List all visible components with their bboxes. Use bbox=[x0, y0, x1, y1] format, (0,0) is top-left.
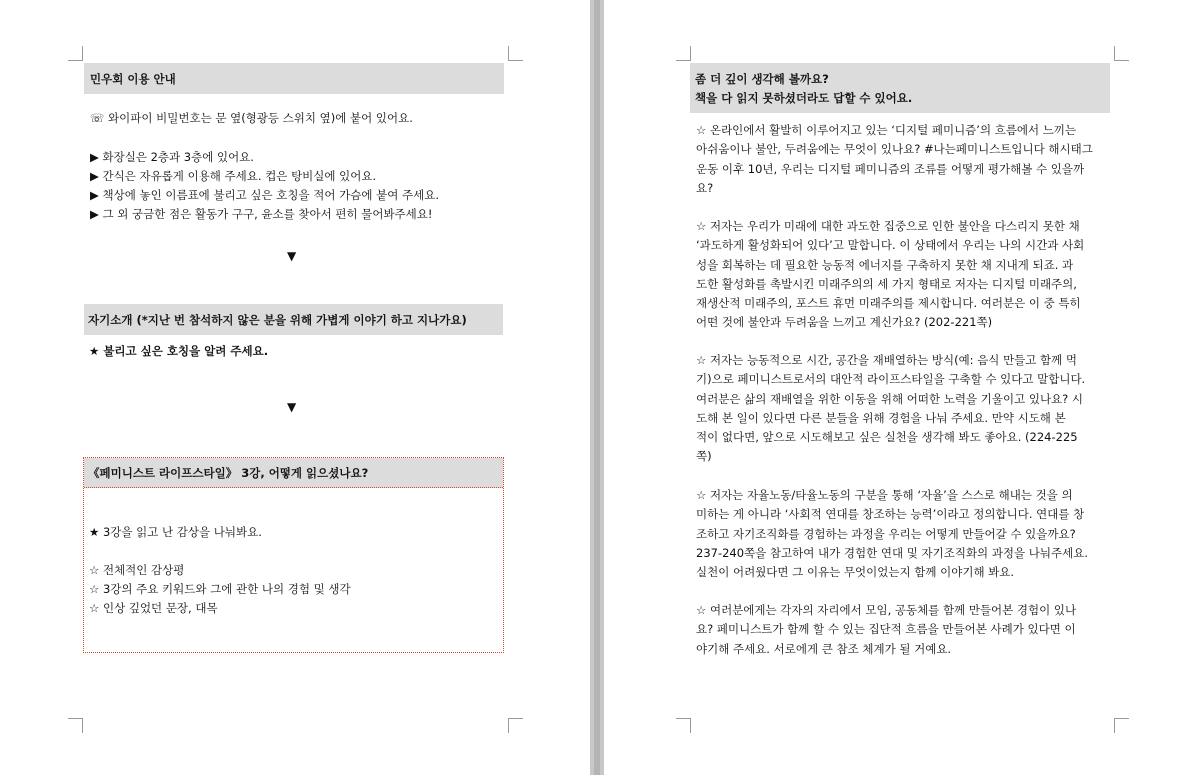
paragraph-line: 적이 없다면, 앞으로 시도해보고 싶은 실천을 생각해 봐도 좋아요. (224-225 bbox=[696, 430, 1078, 445]
paragraph-line: 237-240쪽을 참고하여 내가 경험한 연대 및 자기조직화의 과정을 나눠주세요. bbox=[696, 545, 1088, 560]
wifi-info: ☏ 와이파이 비밀번호는 문 옆(형광등 스위치 옆)에 붙어 있어요. bbox=[90, 111, 413, 125]
info-item: ▶ 책상에 놓인 이름표에 불리고 싶은 호칭을 적어 가슴에 붙여 주세요. bbox=[90, 188, 439, 202]
paragraph-line: 도해 본 일이 있다면 다른 분들을 위해 경험을 나눠 주세요. 만약 시도해 본 bbox=[696, 410, 1066, 425]
paragraph-line: ☆ 저자는 우리가 미래에 대한 과도한 집중으로 인한 불안을 다스리지 못한 채 bbox=[696, 219, 1080, 233]
question-paragraph bbox=[696, 121, 1093, 198]
paragraph-line: 재생산적 미래주의, 포스트 휴먼 미래주의를 제시합니다. 여러분은 이 중 특히 bbox=[696, 296, 1081, 311]
discussion-item: ☆ 인상 깊었던 문장, 대목 bbox=[89, 601, 218, 615]
paragraph-line: ☆ 저자는 능동적으로 시간, 공간을 재배열하는 방식(예: 음식 만들고 함께 먹 bbox=[696, 353, 1078, 367]
self-intro-prompt: ★ 불리고 싶은 호칭을 알려 주세요. bbox=[89, 344, 269, 358]
paragraph-line: ☆ 온라인에서 활발히 이루어지고 있는 ‘디지털 페미니즘’의 흐름에서 느끼는 bbox=[696, 123, 1077, 137]
info-item: ▶ 그 외 궁금한 점은 활동가 구구, 윤소를 찾아서 편히 물어봐주세요! bbox=[90, 207, 433, 221]
page-corner-mark bbox=[676, 46, 691, 61]
paragraph-line: 요? 페미니스트가 함께 할 수 있는 집단적 흐름을 만들어본 사례가 있다면 이 bbox=[696, 622, 1076, 637]
paragraph-line: 기)으로 페미니스트로서의 대안적 라이프스타일을 구축할 수 있다고 말합니다. bbox=[696, 372, 1086, 387]
page-gutter bbox=[590, 0, 604, 775]
info-item: ▶ 간식은 자유롭게 이용해 주세요. 컵은 탕비실에 있어요. bbox=[90, 169, 377, 183]
section-title-self-intro: 자기소개 (*지난 번 참석하지 않은 분을 위해 가볍게 이야기 하고 지나가요) bbox=[84, 304, 503, 335]
paragraph-line: ‘과도하게 활성화되어 있다’고 말합니다. 이 상태에서 우리는 나의 시간과 사회 bbox=[696, 238, 1085, 253]
deep-thinking-header bbox=[690, 63, 1110, 113]
paragraph-line: 요? bbox=[696, 180, 714, 195]
paragraph-line: 성을 회복하는 데 필요한 능동적 에너지를 구축하지 못한 채 지내게 되죠. 과 bbox=[696, 257, 1074, 272]
down-arrow-icon: ▼ bbox=[287, 400, 297, 414]
header-line: 책을 다 읽지 못하셨더라도 답할 수 있어요. bbox=[695, 91, 913, 105]
document-page-left bbox=[0, 0, 590, 775]
page-corner-mark bbox=[676, 718, 691, 733]
chapter3-prompt: ★ 3강을 읽고 난 감상을 나눠봐요. bbox=[89, 525, 262, 539]
page-corner-mark bbox=[508, 718, 523, 733]
paragraph-line: 야기해 주세요. 서로에게 큰 참조 체계가 될 거예요. bbox=[696, 641, 952, 656]
question-paragraph bbox=[696, 601, 1076, 659]
question-paragraph bbox=[696, 351, 1085, 467]
page-gutter-shadow bbox=[594, 0, 600, 775]
page-corner-mark bbox=[1114, 718, 1129, 733]
paragraph-line: 도한 활성화를 촉발시킨 미래주의의 세 가지 형태로 저자는 디지털 미래주의, bbox=[696, 276, 1077, 291]
discussion-item: ☆ 전체적인 감상평 bbox=[89, 563, 185, 577]
paragraph-line: 운동 이후 10년, 우리는 디지털 페미니즘의 조류를 어떻게 평가해볼 수 있을까 bbox=[696, 161, 1085, 176]
header-line: 좀 더 깊이 생각해 볼까요? bbox=[695, 72, 829, 86]
section-title-chapter3: 《페미니스트 라이프스타일》 3강, 어떻게 읽으셨나요? bbox=[84, 458, 503, 488]
question-paragraph bbox=[696, 217, 1084, 333]
section-title-usage-guide: 민우회 이용 안내 bbox=[84, 63, 504, 94]
question-paragraph bbox=[696, 486, 1088, 582]
paragraph-line: 쪽) bbox=[696, 449, 712, 464]
paragraph-line: ☆ 저자는 자율노동/타율노동의 구분을 통해 ‘자율’을 스스로 해내는 것을 의 bbox=[696, 488, 1073, 502]
page-corner-mark bbox=[68, 46, 83, 61]
paragraph-line: 여러분은 삶의 재배열을 위한 이동을 위해 어떠한 노력을 기울이고 있나요? 시 bbox=[696, 391, 1084, 406]
paragraph-line: 실천이 어려웠다면 그 이유는 무엇이었는지 함께 이야기해 봐요. bbox=[696, 565, 1015, 580]
page-corner-mark bbox=[508, 46, 523, 61]
page-corner-mark bbox=[1114, 46, 1129, 61]
paragraph-line: 어떤 것에 불안과 두려움을 느끼고 계신가요? (202-221쪽) bbox=[696, 315, 993, 330]
paragraph-line: 미하는 게 아니라 ‘사회적 연대를 창조하는 능력’이라고 정의합니다. 연대를 창 bbox=[696, 507, 1085, 522]
discussion-item: ☆ 3강의 주요 키워드와 그에 관한 나의 경험 및 생각 bbox=[89, 582, 351, 596]
page-corner-mark bbox=[68, 718, 83, 733]
document-page-right bbox=[604, 0, 1195, 775]
down-arrow-icon: ▼ bbox=[287, 249, 297, 263]
paragraph-line: ☆ 여러분에게는 각자의 자리에서 모임, 공동체를 함께 만들어본 경험이 있나 bbox=[696, 603, 1077, 617]
paragraph-line: 조하고 자기조직화를 경험하는 과정을 우리는 어떻게 만들어갈 수 있을까요? bbox=[696, 526, 1076, 541]
paragraph-line: 아쉬움이나 불안, 두려움에는 무엇이 있나요? #나는페미니스트입니다 해시태그 bbox=[696, 142, 1093, 157]
info-item: ▶ 화장실은 2층과 3층에 있어요. bbox=[90, 150, 254, 164]
